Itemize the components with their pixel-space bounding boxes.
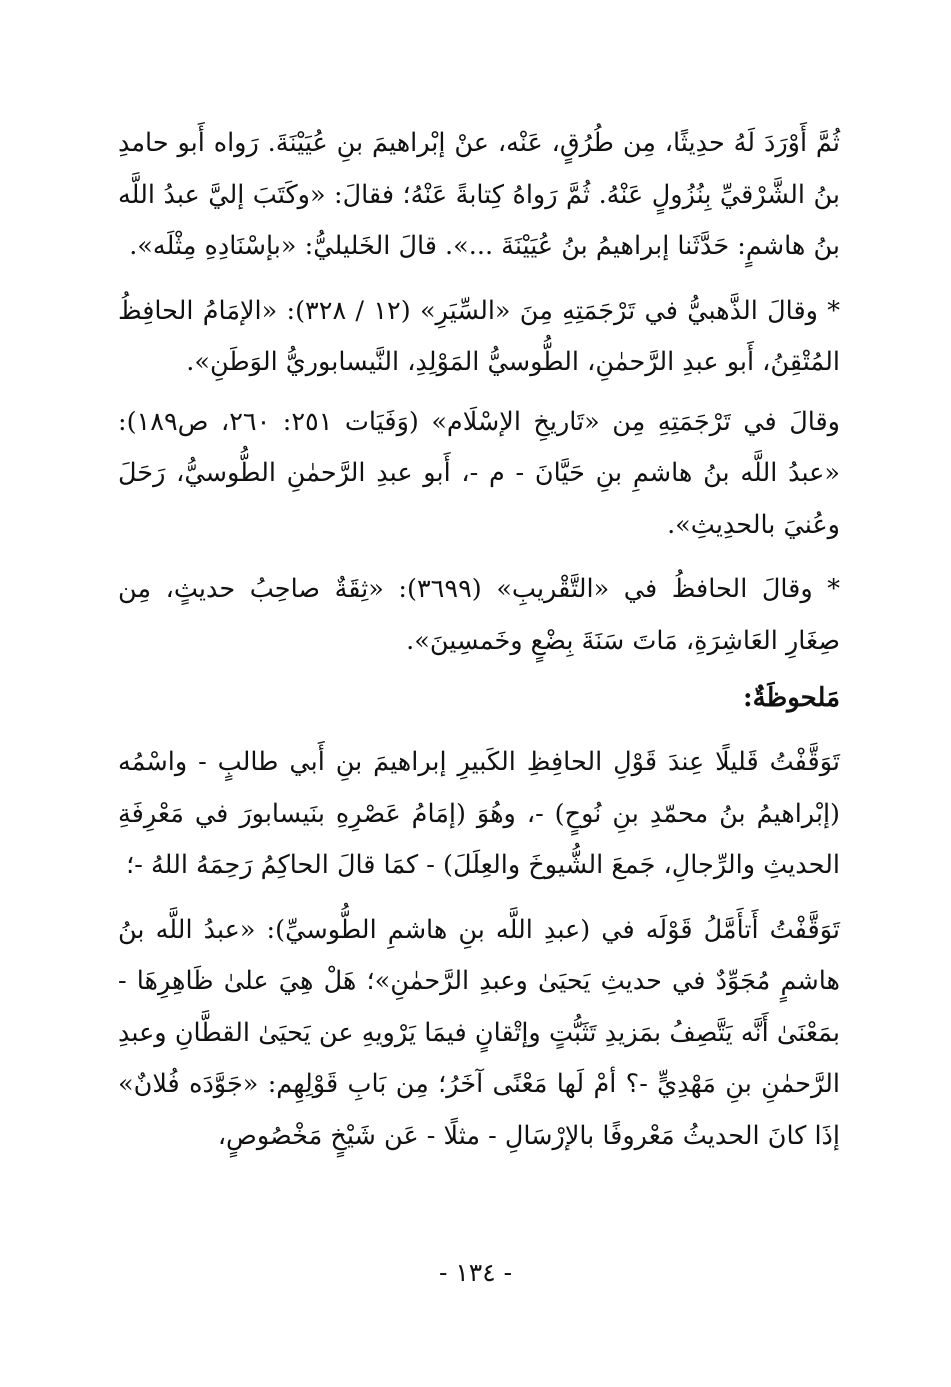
paragraph-5-note: تَوَقَّفْتُ قَليلًا عِندَ قَوْلِ الحافِظِ الكَبيرِ إبراهيمَ بنِ أَبي طالبٍ - واسْمُه (إبْراهيمُ بنُ محمّدِ بنِ نُوحٍ) -، وهُوَ (إمَامُ عَصْرِهِ بنَيسابورَ في مَعْرِفَةِ الحديثِ والرِّجالِ، جَمعَ الشُّيوخَ والعِلَلَ) - كمَا قالَ الحاكِمُ رَحِمَهُ اللهُ -؛ <box>118 747 840 880</box>
page-number: - ١٣٤ - <box>438 1258 513 1287</box>
paragraph-1: ثُمَّ أَوْرَدَ لَهُ حدِيثًا، مِن طُرُقٍ، عَنْه، عنْ إبْراهيمَ بنِ عُيَيْنَةَ. رَواه أَبو حامدِ بنُ الشَّرْقيِّ بِنُزُولٍ عَنْهُ. ثُمَّ رَواهُ كِتابةً عَنْهُ؛ فقالَ: «وكَتَبَ إليَّ عبدُ اللَّه بنُ هاشمٍ: حَدَّثَنا إبراهيمُ بنُ عُيَيْنَةَ ...». قالَ الخَليليُّ: «بإسْنَادِهِ مِثْلَه». <box>118 128 840 261</box>
paragraph-3-tarikh: وقالَ في تَرْجَمَتِهِ مِن «تَاريخِ الإسْلَام» (وَفَيَات ٢٥١: ٢٦٠، ص١٨٩): «عبدُ اللَّه بنُ هاشمِ بنِ حَيَّانَ - م -، أَبو عبدِ الرَّحمٰنِ الطُّوسيُّ، رَحَلَ وعُنيَ بالحدِيثِ». <box>118 406 840 540</box>
page-body <box>118 118 840 1162</box>
paragraph-2-dhahabi: * وقالَ الذَّهبيُّ في تَرْجَمَتِهِ مِنَ «السِّيَرِ» (١٢ / ٣٢٨): «الإمَامُ الحافِظُ المُتْقِنُ، أَبو عبدِ الرَّحمٰنِ، الطُّوسيُّ المَوْلِدِ، النَّيسابوريُّ الوَطَنِ». <box>118 295 840 377</box>
paragraph-4-taqrib: * وقالَ الحافظُ في «التَّقْريبِ» (٣٦٩٩): «ثِقَةٌ صاحِبُ حديثٍ، مِن صِغَارِ العَاشِرَةِ، مَاتَ سَنَةَ بِضْعٍ وخَمسِينَ». <box>118 574 841 656</box>
note-heading: مَلحوظَةٌ: <box>743 683 840 713</box>
paragraph-6-note: تَوَقَّفْتُ أَتأَمَّلُ قَوْلَه في (عبدِ اللَّه بنِ هاشمِ الطُّوسيِّ): «عبدُ اللَّه بنُ هاشمٍ مُجَوِّدٌ في حديثِ يَحيَىٰ وعبدِ الرَّحمٰنِ»؛ هَلْ هِيَ علىٰ ظَاهِرِهَا - بمَعْنَىٰ أَنَّه يَتَّصِفُ بمَزيدِ تَثَبُّتٍ وإتْقانٍ فيمَا يَرْويهِ عن يَحيَىٰ القطَّانِ وعبدِ الرَّحمٰنِ بنِ مَهْدِيٍّ -؟ أمْ لَها مَعْنًى آخَرُ؛ مِن بَابِ قَوْلِهِم: «جَوَّدَه فُلانٌ» إذَا كانَ الحديثُ مَعْروفًا بالإرْسَالِ - مثلًا - عَن شَيْخٍ مَخْصُوصٍ، <box>118 914 840 1151</box>
